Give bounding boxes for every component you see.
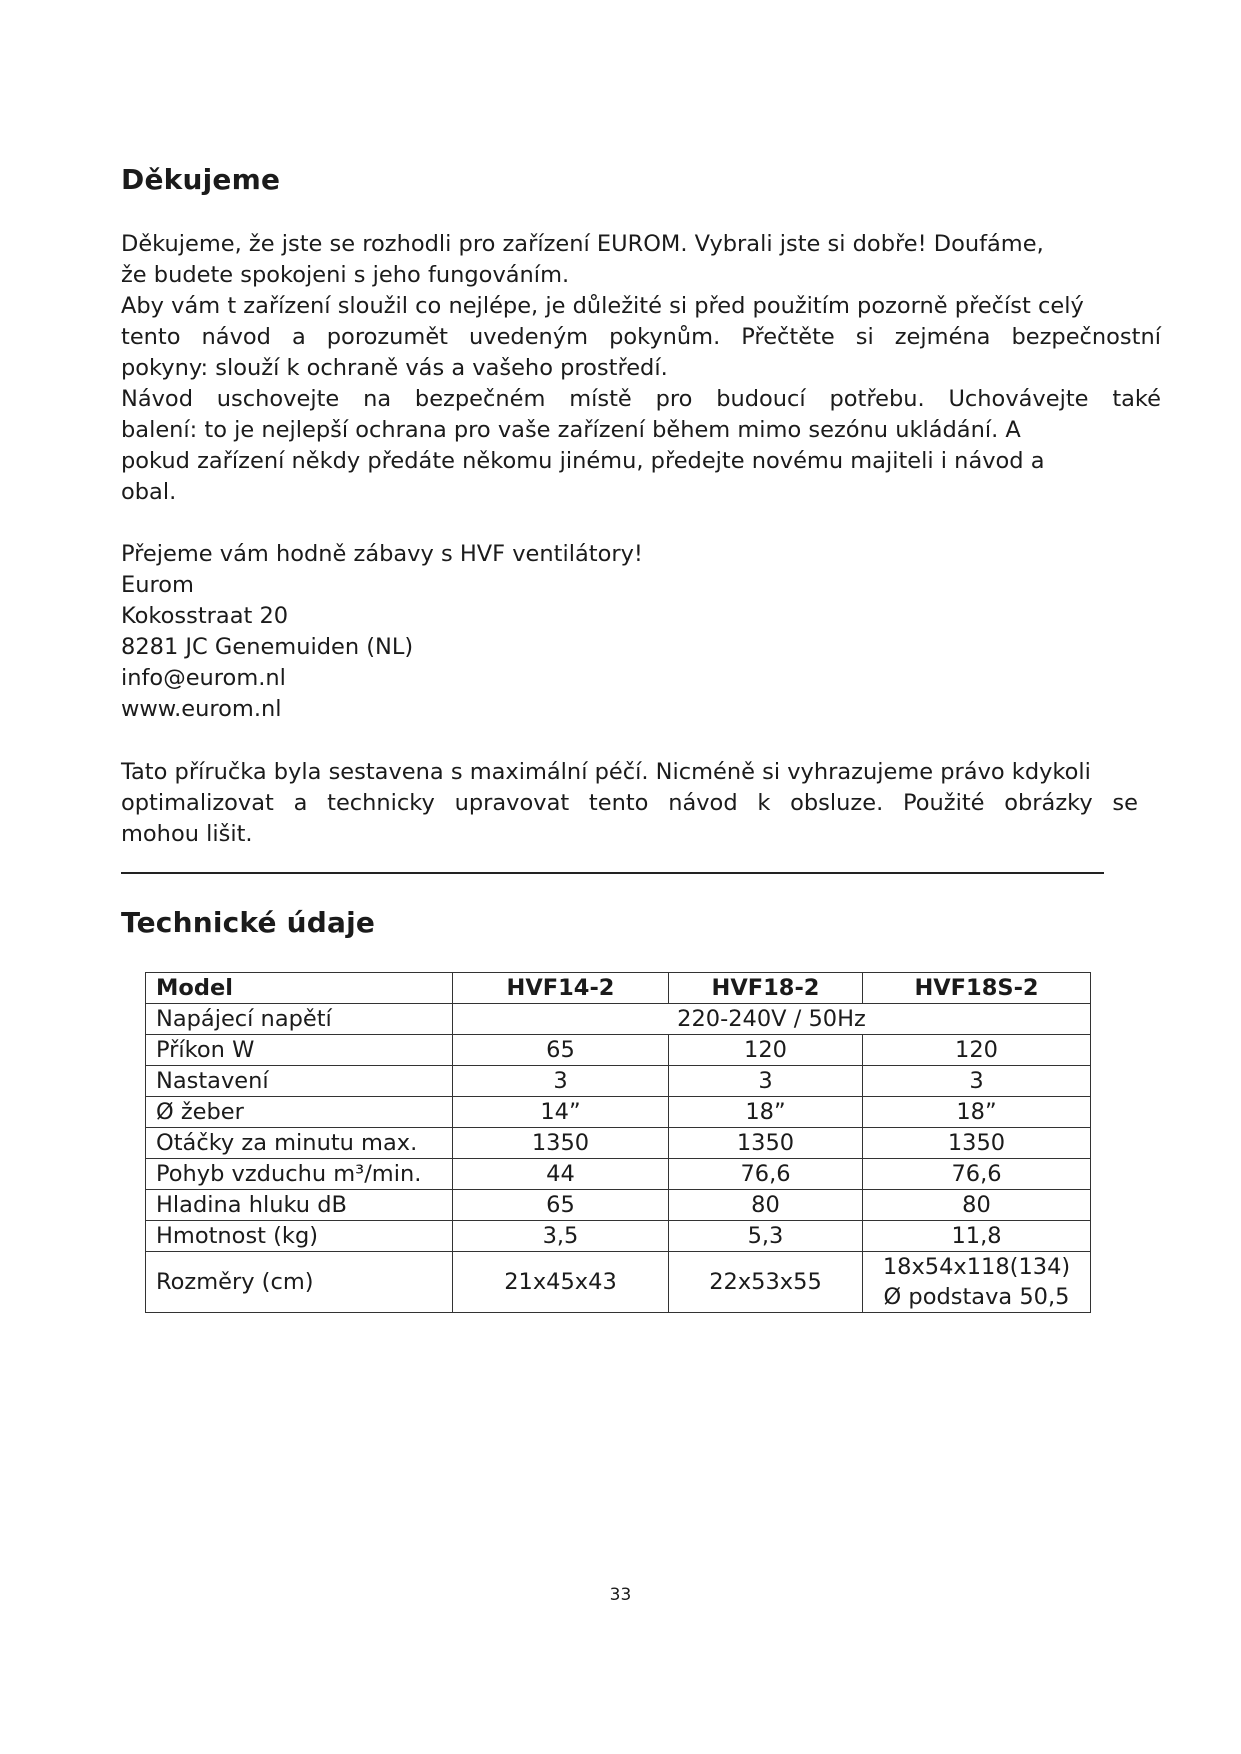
table-cell: 18” bbox=[863, 1097, 1091, 1128]
intro-line: pokud zařízení někdy předáte někomu jinému, předejte novému majiteli i návod a bbox=[121, 448, 1045, 474]
intro-line: Aby vám t zařízení sloužil co nejlépe, je důležité si před použitím pozorně přečíst celý bbox=[121, 293, 1084, 319]
header-cell: Model bbox=[146, 973, 453, 1004]
table-cell: 1350 bbox=[863, 1128, 1091, 1159]
tech-heading: Technické údaje bbox=[121, 906, 376, 939]
row-label: Příkon W bbox=[146, 1035, 453, 1066]
table-cell: 5,3 bbox=[669, 1221, 863, 1252]
section-divider bbox=[121, 872, 1104, 874]
disclaimer-line: Tato příručka byla sestavena s maximální péčí. Nicméně si vyhrazujeme právo kdykoli bbox=[121, 759, 1091, 785]
table-cell: 1350 bbox=[669, 1128, 863, 1159]
row-label: Otáčky za minutu max. bbox=[146, 1128, 453, 1159]
table-cell: 3 bbox=[863, 1066, 1091, 1097]
table-cell: 220-240V / 50Hz bbox=[453, 1004, 1091, 1035]
intro-line: obal. bbox=[121, 479, 177, 505]
table-row bbox=[146, 1128, 1091, 1159]
page-number: 33 bbox=[609, 1585, 632, 1605]
street-address: Kokosstraat 20 bbox=[121, 603, 289, 629]
company-name: Eurom bbox=[121, 572, 194, 598]
table-cell: 11,8 bbox=[863, 1221, 1091, 1252]
email-address: info@eurom.nl bbox=[121, 665, 286, 691]
table-header-row bbox=[146, 973, 1091, 1004]
row-label: Pohyb vzduchu m³/min. bbox=[146, 1159, 453, 1190]
contact-block bbox=[121, 539, 1161, 725]
table-cell: 65 bbox=[453, 1190, 669, 1221]
intro-line: balení: to je nejlepší ochrana pro vaše zařízení během mimo sezónu ukládání. A bbox=[121, 417, 1021, 443]
disclaimer-paragraph bbox=[121, 757, 1161, 850]
row-label: Napájecí napětí bbox=[146, 1004, 453, 1035]
table-cell: 76,6 bbox=[669, 1159, 863, 1190]
table-row bbox=[146, 1190, 1091, 1221]
website-address: www.eurom.nl bbox=[121, 696, 282, 722]
table-row bbox=[146, 1221, 1091, 1252]
intro-line: pokyny: slouží k ochraně vás a vašeho prostředí. bbox=[121, 355, 668, 381]
table-row bbox=[146, 1066, 1091, 1097]
row-label: Rozměry (cm) bbox=[146, 1252, 453, 1313]
table-cell bbox=[863, 1252, 1091, 1313]
table-cell: 22x53x55 bbox=[669, 1252, 863, 1313]
table-cell: 65 bbox=[453, 1035, 669, 1066]
table-cell: 3 bbox=[453, 1066, 669, 1097]
disclaimer-line: mohou lišit. bbox=[121, 821, 253, 847]
header-cell: HVF18-2 bbox=[669, 973, 863, 1004]
row-label: Ø žeber bbox=[146, 1097, 453, 1128]
row-label: Hmotnost (kg) bbox=[146, 1221, 453, 1252]
table-cell: 120 bbox=[863, 1035, 1091, 1066]
table-row bbox=[146, 1097, 1091, 1128]
row-label: Nastavení bbox=[146, 1066, 453, 1097]
table-cell: 80 bbox=[669, 1190, 863, 1221]
table-cell: 80 bbox=[863, 1190, 1091, 1221]
specs-table bbox=[145, 972, 1091, 1313]
wish-text: Přejeme vám hodně zábavy s HVF ventilátory! bbox=[121, 541, 643, 567]
table-cell: 3,5 bbox=[453, 1221, 669, 1252]
city-address: 8281 JC Genemuiden (NL) bbox=[121, 634, 414, 660]
disclaimer-line: optimalizovat a technicky upravovat tento návod k obsluze. Použité obrázky se bbox=[121, 790, 1138, 816]
table-cell: 44 bbox=[453, 1159, 669, 1190]
dimension-line: Ø podstava 50,5 bbox=[883, 1284, 1070, 1310]
table-row bbox=[146, 1252, 1091, 1313]
header-cell: HVF18S-2 bbox=[863, 973, 1091, 1004]
table-cell: 3 bbox=[669, 1066, 863, 1097]
table-cell: 14” bbox=[453, 1097, 669, 1128]
dimension-line: 18x54x118(134) bbox=[882, 1254, 1071, 1280]
table-cell: 1350 bbox=[453, 1128, 669, 1159]
header-cell: HVF14-2 bbox=[453, 973, 669, 1004]
table-cell: 120 bbox=[669, 1035, 863, 1066]
intro-line: že budete spokojeni s jeho fungováním. bbox=[121, 262, 570, 288]
intro-paragraph bbox=[121, 229, 1161, 508]
table-row bbox=[146, 1159, 1091, 1190]
table-cell: 21x45x43 bbox=[453, 1252, 669, 1313]
thanks-heading: Děkujeme bbox=[121, 163, 281, 196]
table-cell: 76,6 bbox=[863, 1159, 1091, 1190]
intro-line: Děkujeme, že jste se rozhodli pro zařízení EUROM. Vybrali jste si dobře! Doufáme, bbox=[121, 231, 1044, 257]
row-label: Hladina hluku dB bbox=[146, 1190, 453, 1221]
table-row bbox=[146, 1035, 1091, 1066]
intro-line: Návod uschovejte na bezpečném místě pro budoucí potřebu. Uchovávejte také bbox=[121, 386, 1161, 412]
intro-line: tento návod a porozumět uvedeným pokynům. Přečtěte si zejména bezpečnostní bbox=[121, 324, 1161, 350]
table-row bbox=[146, 1004, 1091, 1035]
table-cell: 18” bbox=[669, 1097, 863, 1128]
